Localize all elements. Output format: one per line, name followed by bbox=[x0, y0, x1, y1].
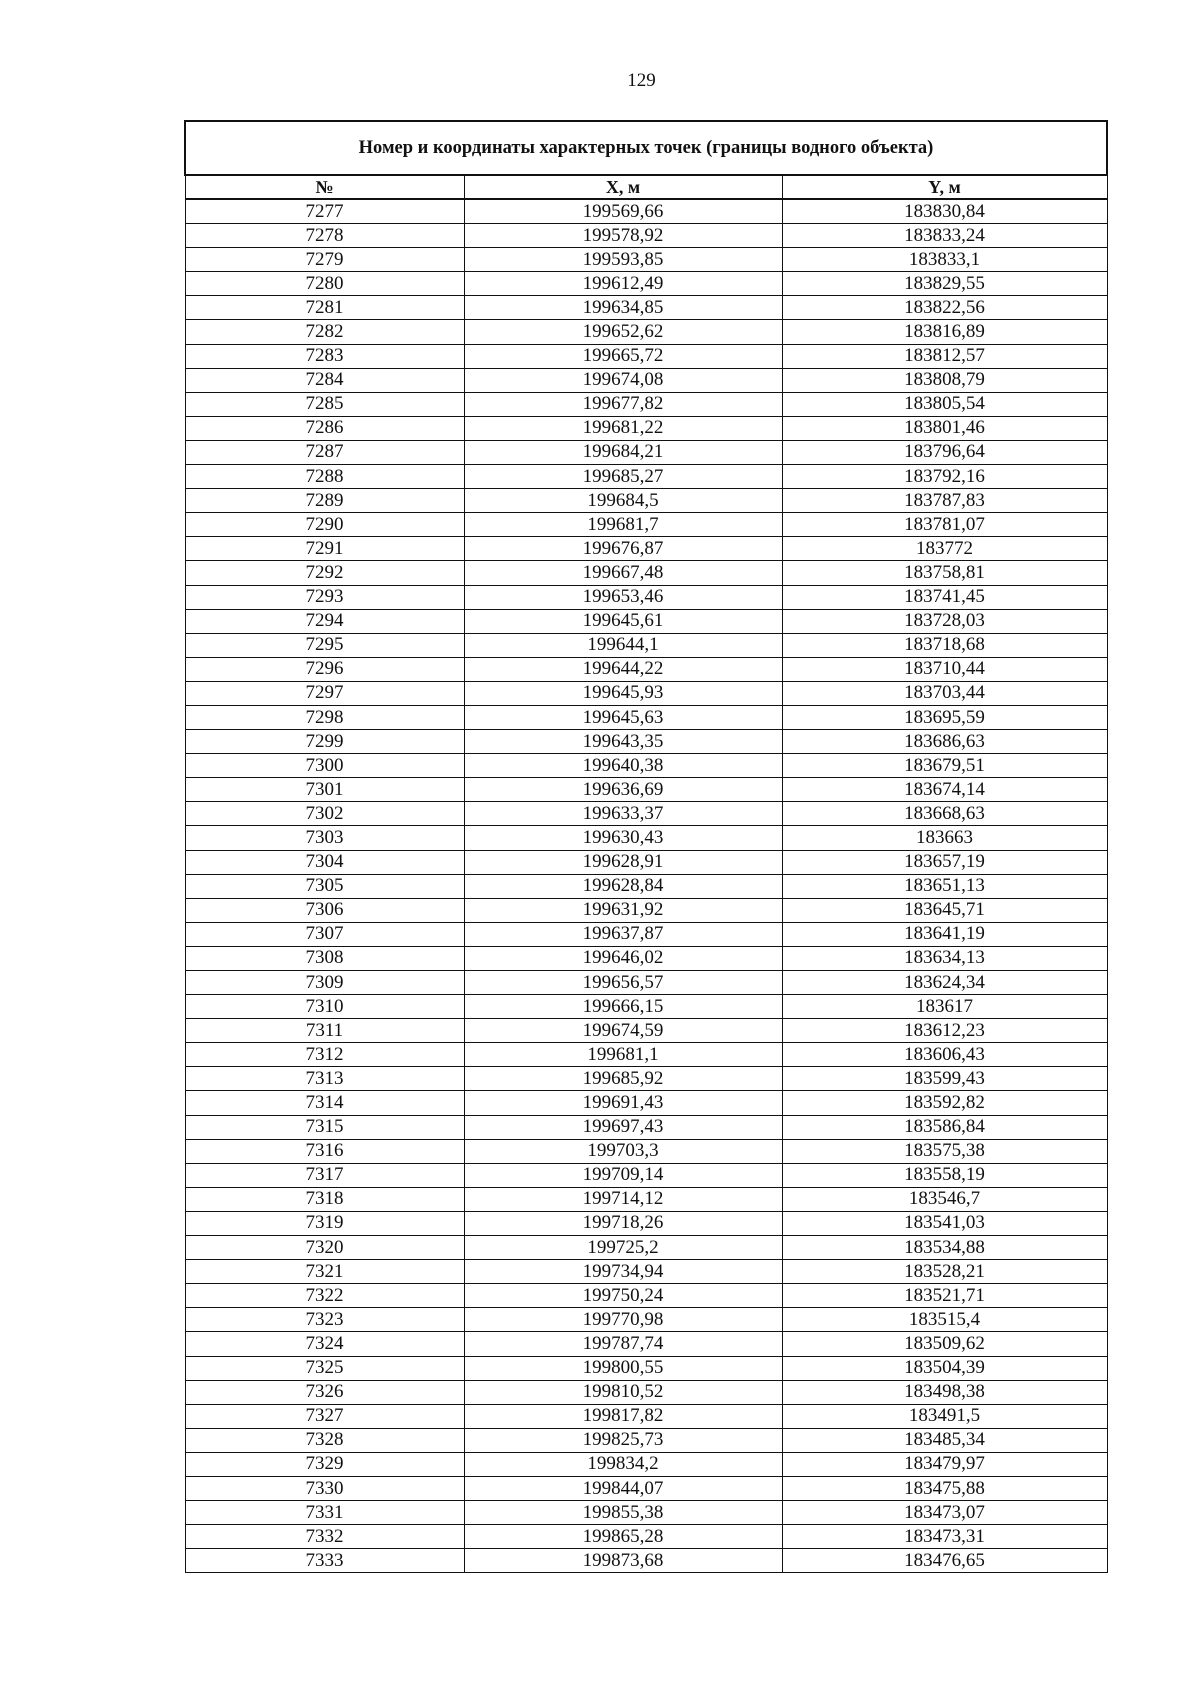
table-row bbox=[185, 1067, 1107, 1091]
cell-y-coordinate: 183612,23 bbox=[782, 1019, 1107, 1043]
table-row bbox=[185, 1115, 1107, 1139]
cell-y-coordinate: 183558,19 bbox=[782, 1163, 1107, 1187]
cell-x-coordinate: 199653,46 bbox=[464, 585, 782, 609]
cell-x-coordinate: 199770,98 bbox=[464, 1308, 782, 1332]
cell-point-number: 7313 bbox=[185, 1067, 464, 1091]
cell-x-coordinate: 199725,2 bbox=[464, 1236, 782, 1260]
table-row bbox=[185, 1211, 1107, 1235]
cell-y-coordinate: 183787,83 bbox=[782, 489, 1107, 513]
table-row bbox=[185, 778, 1107, 802]
table-row bbox=[185, 1452, 1107, 1476]
cell-point-number: 7309 bbox=[185, 971, 464, 995]
caption-row bbox=[185, 121, 1107, 175]
table-row bbox=[185, 296, 1107, 320]
cell-point-number: 7285 bbox=[185, 392, 464, 416]
cell-y-coordinate: 183674,14 bbox=[782, 778, 1107, 802]
cell-x-coordinate: 199667,48 bbox=[464, 561, 782, 585]
cell-x-coordinate: 199691,43 bbox=[464, 1091, 782, 1115]
cell-point-number: 7301 bbox=[185, 778, 464, 802]
cell-x-coordinate: 199674,59 bbox=[464, 1019, 782, 1043]
column-header-y: Y, м bbox=[782, 175, 1107, 199]
table-row bbox=[185, 1380, 1107, 1404]
table-row bbox=[185, 1404, 1107, 1428]
cell-y-coordinate: 183822,56 bbox=[782, 296, 1107, 320]
table-row bbox=[185, 1091, 1107, 1115]
cell-y-coordinate: 183812,57 bbox=[782, 344, 1107, 368]
table-row bbox=[185, 1428, 1107, 1452]
cell-x-coordinate: 199612,49 bbox=[464, 272, 782, 296]
cell-y-coordinate: 183741,45 bbox=[782, 585, 1107, 609]
cell-y-coordinate: 183781,07 bbox=[782, 513, 1107, 537]
cell-point-number: 7296 bbox=[185, 657, 464, 681]
cell-x-coordinate: 199646,02 bbox=[464, 946, 782, 970]
table-row bbox=[185, 272, 1107, 296]
cell-x-coordinate: 199665,72 bbox=[464, 344, 782, 368]
cell-y-coordinate: 183479,97 bbox=[782, 1452, 1107, 1476]
table-row bbox=[185, 1501, 1107, 1525]
cell-point-number: 7317 bbox=[185, 1163, 464, 1187]
table-row bbox=[185, 802, 1107, 826]
cell-y-coordinate: 183592,82 bbox=[782, 1091, 1107, 1115]
cell-x-coordinate: 199644,1 bbox=[464, 633, 782, 657]
cell-x-coordinate: 199645,61 bbox=[464, 609, 782, 633]
cell-x-coordinate: 199685,92 bbox=[464, 1067, 782, 1091]
cell-x-coordinate: 199681,22 bbox=[464, 416, 782, 440]
cell-point-number: 7326 bbox=[185, 1380, 464, 1404]
cell-y-coordinate: 183634,13 bbox=[782, 946, 1107, 970]
table-row bbox=[185, 199, 1107, 224]
table-row bbox=[185, 874, 1107, 898]
table-row bbox=[185, 416, 1107, 440]
table-row bbox=[185, 705, 1107, 729]
cell-point-number: 7323 bbox=[185, 1308, 464, 1332]
table-row bbox=[185, 971, 1107, 995]
table-row bbox=[185, 946, 1107, 970]
cell-y-coordinate: 183515,4 bbox=[782, 1308, 1107, 1332]
table-row bbox=[185, 995, 1107, 1019]
column-header-x: X, м bbox=[464, 175, 782, 199]
cell-y-coordinate: 183521,71 bbox=[782, 1284, 1107, 1308]
cell-point-number: 7311 bbox=[185, 1019, 464, 1043]
cell-y-coordinate: 183796,64 bbox=[782, 440, 1107, 464]
cell-point-number: 7300 bbox=[185, 754, 464, 778]
cell-x-coordinate: 199709,14 bbox=[464, 1163, 782, 1187]
cell-point-number: 7286 bbox=[185, 416, 464, 440]
cell-y-coordinate: 183586,84 bbox=[782, 1115, 1107, 1139]
cell-point-number: 7330 bbox=[185, 1476, 464, 1500]
header-row bbox=[185, 175, 1107, 199]
table-row bbox=[185, 344, 1107, 368]
table-row bbox=[185, 898, 1107, 922]
cell-point-number: 7290 bbox=[185, 513, 464, 537]
cell-point-number: 7292 bbox=[185, 561, 464, 585]
cell-x-coordinate: 199714,12 bbox=[464, 1187, 782, 1211]
table-row bbox=[185, 1356, 1107, 1380]
table-row bbox=[185, 609, 1107, 633]
table-body bbox=[185, 121, 1107, 1573]
cell-point-number: 7325 bbox=[185, 1356, 464, 1380]
cell-x-coordinate: 199681,1 bbox=[464, 1043, 782, 1067]
table-row bbox=[185, 922, 1107, 946]
cell-x-coordinate: 199825,73 bbox=[464, 1428, 782, 1452]
cell-point-number: 7294 bbox=[185, 609, 464, 633]
cell-point-number: 7310 bbox=[185, 995, 464, 1019]
cell-point-number: 7291 bbox=[185, 537, 464, 561]
cell-x-coordinate: 199873,68 bbox=[464, 1549, 782, 1573]
cell-point-number: 7278 bbox=[185, 224, 464, 248]
cell-x-coordinate: 199631,92 bbox=[464, 898, 782, 922]
cell-y-coordinate: 183509,62 bbox=[782, 1332, 1107, 1356]
cell-y-coordinate: 183473,07 bbox=[782, 1501, 1107, 1525]
cell-x-coordinate: 199656,57 bbox=[464, 971, 782, 995]
cell-x-coordinate: 199697,43 bbox=[464, 1115, 782, 1139]
table-row bbox=[185, 1525, 1107, 1549]
cell-x-coordinate: 199636,69 bbox=[464, 778, 782, 802]
cell-y-coordinate: 183772 bbox=[782, 537, 1107, 561]
cell-x-coordinate: 199628,84 bbox=[464, 874, 782, 898]
cell-x-coordinate: 199666,15 bbox=[464, 995, 782, 1019]
cell-y-coordinate: 183801,46 bbox=[782, 416, 1107, 440]
cell-y-coordinate: 183710,44 bbox=[782, 657, 1107, 681]
cell-point-number: 7281 bbox=[185, 296, 464, 320]
table-row bbox=[185, 1019, 1107, 1043]
table-row bbox=[185, 1332, 1107, 1356]
cell-point-number: 7298 bbox=[185, 705, 464, 729]
cell-point-number: 7277 bbox=[185, 199, 464, 224]
table-row bbox=[185, 1476, 1107, 1500]
cell-y-coordinate: 183805,54 bbox=[782, 392, 1107, 416]
cell-point-number: 7319 bbox=[185, 1211, 464, 1235]
cell-y-coordinate: 183485,34 bbox=[782, 1428, 1107, 1452]
cell-point-number: 7308 bbox=[185, 946, 464, 970]
table-row bbox=[185, 368, 1107, 392]
table-row bbox=[185, 1284, 1107, 1308]
page-number: 129 bbox=[627, 70, 656, 91]
cell-point-number: 7297 bbox=[185, 681, 464, 705]
cell-point-number: 7283 bbox=[185, 344, 464, 368]
cell-x-coordinate: 199681,7 bbox=[464, 513, 782, 537]
table-row bbox=[185, 320, 1107, 344]
cell-y-coordinate: 183475,88 bbox=[782, 1476, 1107, 1500]
cell-point-number: 7318 bbox=[185, 1187, 464, 1211]
cell-x-coordinate: 199643,35 bbox=[464, 730, 782, 754]
cell-y-coordinate: 183476,65 bbox=[782, 1549, 1107, 1573]
cell-y-coordinate: 183808,79 bbox=[782, 368, 1107, 392]
cell-x-coordinate: 199593,85 bbox=[464, 248, 782, 272]
table-row bbox=[185, 1549, 1107, 1573]
table-row bbox=[185, 730, 1107, 754]
cell-x-coordinate: 199685,27 bbox=[464, 465, 782, 489]
cell-point-number: 7329 bbox=[185, 1452, 464, 1476]
cell-x-coordinate: 199569,66 bbox=[464, 199, 782, 224]
cell-y-coordinate: 183606,43 bbox=[782, 1043, 1107, 1067]
coordinates-table bbox=[184, 120, 1108, 1573]
cell-point-number: 7288 bbox=[185, 465, 464, 489]
cell-point-number: 7324 bbox=[185, 1332, 464, 1356]
cell-y-coordinate: 183528,21 bbox=[782, 1260, 1107, 1284]
cell-x-coordinate: 199865,28 bbox=[464, 1525, 782, 1549]
cell-x-coordinate: 199633,37 bbox=[464, 802, 782, 826]
table-row bbox=[185, 1043, 1107, 1067]
cell-x-coordinate: 199684,21 bbox=[464, 440, 782, 464]
cell-point-number: 7289 bbox=[185, 489, 464, 513]
cell-x-coordinate: 199578,92 bbox=[464, 224, 782, 248]
cell-x-coordinate: 199674,08 bbox=[464, 368, 782, 392]
cell-point-number: 7287 bbox=[185, 440, 464, 464]
cell-point-number: 7295 bbox=[185, 633, 464, 657]
table-row bbox=[185, 633, 1107, 657]
table-row bbox=[185, 1308, 1107, 1332]
cell-y-coordinate: 183534,88 bbox=[782, 1236, 1107, 1260]
cell-x-coordinate: 199645,93 bbox=[464, 681, 782, 705]
cell-x-coordinate: 199676,87 bbox=[464, 537, 782, 561]
cell-point-number: 7280 bbox=[185, 272, 464, 296]
table-row bbox=[185, 248, 1107, 272]
cell-point-number: 7303 bbox=[185, 826, 464, 850]
table-row bbox=[185, 1260, 1107, 1284]
cell-y-coordinate: 183491,5 bbox=[782, 1404, 1107, 1428]
cell-x-coordinate: 199677,82 bbox=[464, 392, 782, 416]
table-row bbox=[185, 440, 1107, 464]
cell-y-coordinate: 183816,89 bbox=[782, 320, 1107, 344]
cell-point-number: 7306 bbox=[185, 898, 464, 922]
cell-point-number: 7304 bbox=[185, 850, 464, 874]
cell-point-number: 7293 bbox=[185, 585, 464, 609]
cell-y-coordinate: 183498,38 bbox=[782, 1380, 1107, 1404]
cell-x-coordinate: 199817,82 bbox=[464, 1404, 782, 1428]
cell-point-number: 7320 bbox=[185, 1236, 464, 1260]
table-caption: Номер и координаты характерных точек (границы водного объекта) bbox=[185, 121, 1107, 175]
table-row bbox=[185, 657, 1107, 681]
table-row bbox=[185, 681, 1107, 705]
cell-point-number: 7316 bbox=[185, 1139, 464, 1163]
table-row bbox=[185, 826, 1107, 850]
cell-y-coordinate: 183645,71 bbox=[782, 898, 1107, 922]
cell-point-number: 7328 bbox=[185, 1428, 464, 1452]
cell-x-coordinate: 199644,22 bbox=[464, 657, 782, 681]
cell-y-coordinate: 183703,44 bbox=[782, 681, 1107, 705]
cell-x-coordinate: 199645,63 bbox=[464, 705, 782, 729]
cell-point-number: 7312 bbox=[185, 1043, 464, 1067]
cell-x-coordinate: 199855,38 bbox=[464, 1501, 782, 1525]
cell-x-coordinate: 199637,87 bbox=[464, 922, 782, 946]
table-row bbox=[185, 392, 1107, 416]
table-row bbox=[185, 1163, 1107, 1187]
cell-y-coordinate: 183657,19 bbox=[782, 850, 1107, 874]
table-row bbox=[185, 754, 1107, 778]
cell-y-coordinate: 183695,59 bbox=[782, 705, 1107, 729]
table-row bbox=[185, 1187, 1107, 1211]
table-row bbox=[185, 561, 1107, 585]
cell-y-coordinate: 183830,84 bbox=[782, 199, 1107, 224]
cell-point-number: 7322 bbox=[185, 1284, 464, 1308]
cell-x-coordinate: 199703,3 bbox=[464, 1139, 782, 1163]
cell-point-number: 7305 bbox=[185, 874, 464, 898]
cell-x-coordinate: 199630,43 bbox=[464, 826, 782, 850]
cell-point-number: 7321 bbox=[185, 1260, 464, 1284]
cell-x-coordinate: 199640,38 bbox=[464, 754, 782, 778]
cell-point-number: 7333 bbox=[185, 1549, 464, 1573]
cell-y-coordinate: 183504,39 bbox=[782, 1356, 1107, 1380]
cell-point-number: 7302 bbox=[185, 802, 464, 826]
cell-point-number: 7282 bbox=[185, 320, 464, 344]
cell-y-coordinate: 183575,38 bbox=[782, 1139, 1107, 1163]
table-row bbox=[185, 513, 1107, 537]
cell-x-coordinate: 199634,85 bbox=[464, 296, 782, 320]
cell-y-coordinate: 183473,31 bbox=[782, 1525, 1107, 1549]
cell-x-coordinate: 199652,62 bbox=[464, 320, 782, 344]
cell-point-number: 7331 bbox=[185, 1501, 464, 1525]
cell-x-coordinate: 199684,5 bbox=[464, 489, 782, 513]
cell-point-number: 7315 bbox=[185, 1115, 464, 1139]
cell-point-number: 7279 bbox=[185, 248, 464, 272]
cell-y-coordinate: 183792,16 bbox=[782, 465, 1107, 489]
table-row bbox=[185, 850, 1107, 874]
cell-y-coordinate: 183833,1 bbox=[782, 248, 1107, 272]
cell-y-coordinate: 183758,81 bbox=[782, 561, 1107, 585]
cell-x-coordinate: 199718,26 bbox=[464, 1211, 782, 1235]
cell-y-coordinate: 183668,63 bbox=[782, 802, 1107, 826]
cell-x-coordinate: 199787,74 bbox=[464, 1332, 782, 1356]
cell-x-coordinate: 199628,91 bbox=[464, 850, 782, 874]
table-row bbox=[185, 1236, 1107, 1260]
cell-y-coordinate: 183833,24 bbox=[782, 224, 1107, 248]
cell-x-coordinate: 199844,07 bbox=[464, 1476, 782, 1500]
cell-point-number: 7327 bbox=[185, 1404, 464, 1428]
cell-y-coordinate: 183651,13 bbox=[782, 874, 1107, 898]
cell-y-coordinate: 183546,7 bbox=[782, 1187, 1107, 1211]
table-row bbox=[185, 1139, 1107, 1163]
cell-y-coordinate: 183663 bbox=[782, 826, 1107, 850]
cell-y-coordinate: 183617 bbox=[782, 995, 1107, 1019]
cell-y-coordinate: 183728,03 bbox=[782, 609, 1107, 633]
table-row bbox=[185, 585, 1107, 609]
cell-y-coordinate: 183624,34 bbox=[782, 971, 1107, 995]
table-row bbox=[185, 465, 1107, 489]
cell-point-number: 7299 bbox=[185, 730, 464, 754]
cell-x-coordinate: 199800,55 bbox=[464, 1356, 782, 1380]
cell-point-number: 7332 bbox=[185, 1525, 464, 1549]
cell-y-coordinate: 183679,51 bbox=[782, 754, 1107, 778]
cell-y-coordinate: 183829,55 bbox=[782, 272, 1107, 296]
cell-y-coordinate: 183599,43 bbox=[782, 1067, 1107, 1091]
cell-y-coordinate: 183641,19 bbox=[782, 922, 1107, 946]
cell-point-number: 7307 bbox=[185, 922, 464, 946]
cell-x-coordinate: 199810,52 bbox=[464, 1380, 782, 1404]
cell-y-coordinate: 183718,68 bbox=[782, 633, 1107, 657]
cell-x-coordinate: 199834,2 bbox=[464, 1452, 782, 1476]
cell-y-coordinate: 183541,03 bbox=[782, 1211, 1107, 1235]
table-row bbox=[185, 224, 1107, 248]
table-row bbox=[185, 537, 1107, 561]
cell-x-coordinate: 199750,24 bbox=[464, 1284, 782, 1308]
cell-x-coordinate: 199734,94 bbox=[464, 1260, 782, 1284]
column-header-number: № bbox=[185, 175, 464, 199]
cell-y-coordinate: 183686,63 bbox=[782, 730, 1107, 754]
table-row bbox=[185, 489, 1107, 513]
cell-point-number: 7314 bbox=[185, 1091, 464, 1115]
cell-point-number: 7284 bbox=[185, 368, 464, 392]
